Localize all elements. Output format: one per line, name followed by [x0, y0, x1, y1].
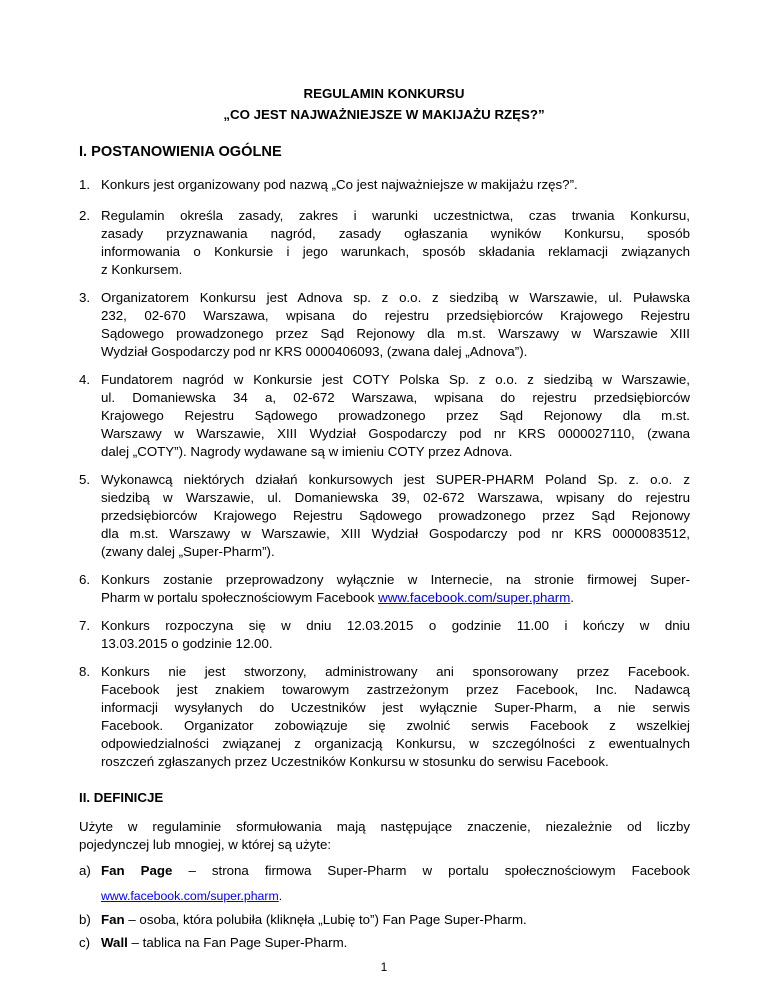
item-line: zasady przyznawania nagród, zasady ogłaszania wyników Konkursu, sposób [101, 226, 690, 242]
item-line: Regulamin określa zasady, zakres i warunki uczestnictwa, czas trwania Konkursu, [101, 208, 690, 223]
section-heading-definitions: II. DEFINICJE [79, 790, 164, 805]
item-number: 3. [79, 290, 91, 305]
item-line: Konkurs rozpoczyna się w dniu 12.03.2015 o godzinie 11.00 i kończy w dniu [101, 618, 690, 633]
definition-letter: b) [79, 912, 91, 927]
item-line: Fundatorem nagród w Konkursie jest COTY Polska Sp. z o.o. z siedzibą w Warszawie, [101, 372, 690, 387]
item-line: siedzibą w Warszawie, ul. Domaniewska 39, 02-672 Warszawa, wpisany do rejestru [101, 490, 690, 506]
item-line: Warszawy w Warszawie, XIII Wydział Gospodarczy pod nr KRS 0000027110, (zwana [101, 426, 690, 442]
definition-item [79, 934, 690, 952]
list-item [79, 207, 690, 279]
item-line: Konkurs jest organizowany pod nazwą „Co jest najważniejsze w makijażu rzęs?”. [101, 177, 578, 192]
item-number: 1. [79, 177, 91, 192]
definition-term: Wall [101, 935, 128, 950]
item-line: ul. Domaniewska 34 a, 02-672 Warszawa, wpisana do rejestru przedsiębiorców [101, 390, 690, 406]
list-item [79, 289, 690, 361]
item-line: Organizatorem Konkursu jest Adnova sp. z o.o. z siedzibą w Warszawie, ul. Puławska [101, 290, 690, 305]
definition-text: – tablica na Fan Page Super-Pharm. [127, 935, 348, 950]
list-item [79, 571, 690, 607]
intro-line: pojedynczej lub mnogiej, w której są użyte: [79, 837, 332, 853]
definition-term: Fan Page [101, 863, 173, 878]
definition-letter: a) [79, 863, 91, 878]
list-item [79, 371, 690, 461]
item-number: 7. [79, 618, 91, 633]
definitions-intro [79, 818, 690, 854]
item-line: przedsiębiorców Krajowego Rejestru Sądowego prowadzonego przez Sąd Rejonowy [101, 508, 690, 524]
item-line: informacji wysyłanych do Uczestników jest wyłącznie Super-Pharm, a nie serwis [101, 700, 690, 716]
item-line: dalej „COTY”). Nagrody wydawane są w imieniu COTY przez Adnova. [101, 444, 513, 460]
item-line: odpowiedzialności związanej z organizacją Konkursu, w szczególności z ewentualnych [101, 736, 690, 752]
item-number: 2. [79, 208, 91, 223]
definition-term: Fan [101, 912, 125, 927]
item-line: Facebook jest znakiem towarowym zastrzeżonym przez Facebook, Inc. Nadawcą [101, 682, 690, 698]
item-line-with-link [101, 589, 690, 607]
definition-text: – osoba, która polubiła (kliknęła „Lubię to”) Fan Page Super-Pharm. [124, 912, 527, 927]
definition-item [79, 862, 690, 880]
list-item [79, 663, 690, 772]
item-line: Konkurs zostanie przeprowadzony wyłącznie w Internecie, na stronie firmowej Super- [101, 572, 690, 587]
item-line: Wykonawcą niektórych działań konkursowych jest SUPER-PHARM Poland Sp. z. o.o. z [101, 472, 690, 487]
definition-end: . [278, 889, 283, 903]
definition-link-line [79, 887, 690, 905]
item-line: Pharm w portalu społecznościowym Facebook [101, 590, 379, 606]
item-line-end: . [570, 590, 574, 606]
item-line: Krajowego Rejestru Sądowego prowadzonego przez Sąd Rejonowy dla m.st. [101, 408, 690, 424]
title-line-2: „CO JEST NAJWAŻNIEJSZE W MAKIJAŻU RZĘS?” [223, 107, 545, 122]
definition-letter: c) [79, 935, 91, 950]
item-number: 8. [79, 664, 91, 679]
item-number: 6. [79, 572, 91, 587]
item-line: informowania o Konkursie i jego warunkach, sposób składania reklamacji związanych [101, 244, 690, 260]
item-line: z Konkursem. [101, 262, 183, 278]
list-item [79, 176, 690, 194]
definition-line [101, 862, 690, 880]
list-item [79, 471, 690, 561]
item-line: Facebook. Organizator zobowiązuje się zwolnić serwis Facebook z wszelkiej [101, 718, 690, 734]
definition-item [79, 911, 690, 929]
item-line: Wydział Gospodarczy pod nr KRS 0000406093, (zwana dalej „Adnova”). [101, 344, 528, 360]
page-number: 1 [380, 960, 388, 974]
facebook-link[interactable]: www.facebook.com/super.pharm [378, 590, 571, 606]
item-line: 232, 02-670 Warszawa, wpisana do rejestru przedsiębiorców Krajowego Rejestru [101, 308, 690, 324]
item-line: dla m.st. Warszawy w Warszawie, XIII Wydział Gospodarczy pod nr KRS 0000083512, [101, 526, 690, 542]
definition-line [101, 911, 690, 929]
item-line: Sądowego prowadzonego przez Sąd Rejonowy dla m.st. Warszawy w Warszawie XIII [101, 326, 690, 342]
definition-text: – strona firmowa Super-Pharm w portalu społecznościowym Facebook [172, 863, 690, 878]
item-number: 5. [79, 472, 91, 487]
title-line-1: REGULAMIN KONKURSU [303, 86, 465, 101]
section-heading-general: I. POSTANOWIENIA OGÓLNE [79, 144, 282, 160]
list-item [79, 617, 690, 653]
item-number: 4. [79, 372, 91, 387]
definition-line [101, 934, 690, 952]
item-line: (zwany dalej „Super-Pharm”). [101, 544, 275, 560]
intro-line: Użyte w regulaminie sformułowania mają następujące znaczenie, niezależnie od liczby [79, 819, 690, 834]
item-line: 13.03.2015 o godzinie 12.00. [101, 636, 273, 652]
fan-page-link[interactable]: www.facebook.com/super.pharm [101, 889, 279, 903]
item-line: roszczeń zgłaszanych przez Uczestników Konkursu w stosunku do serwisu Facebook. [101, 754, 609, 770]
item-line: Konkurs nie jest stworzony, administrowany ani sponsorowany przez Facebook. [101, 664, 690, 679]
